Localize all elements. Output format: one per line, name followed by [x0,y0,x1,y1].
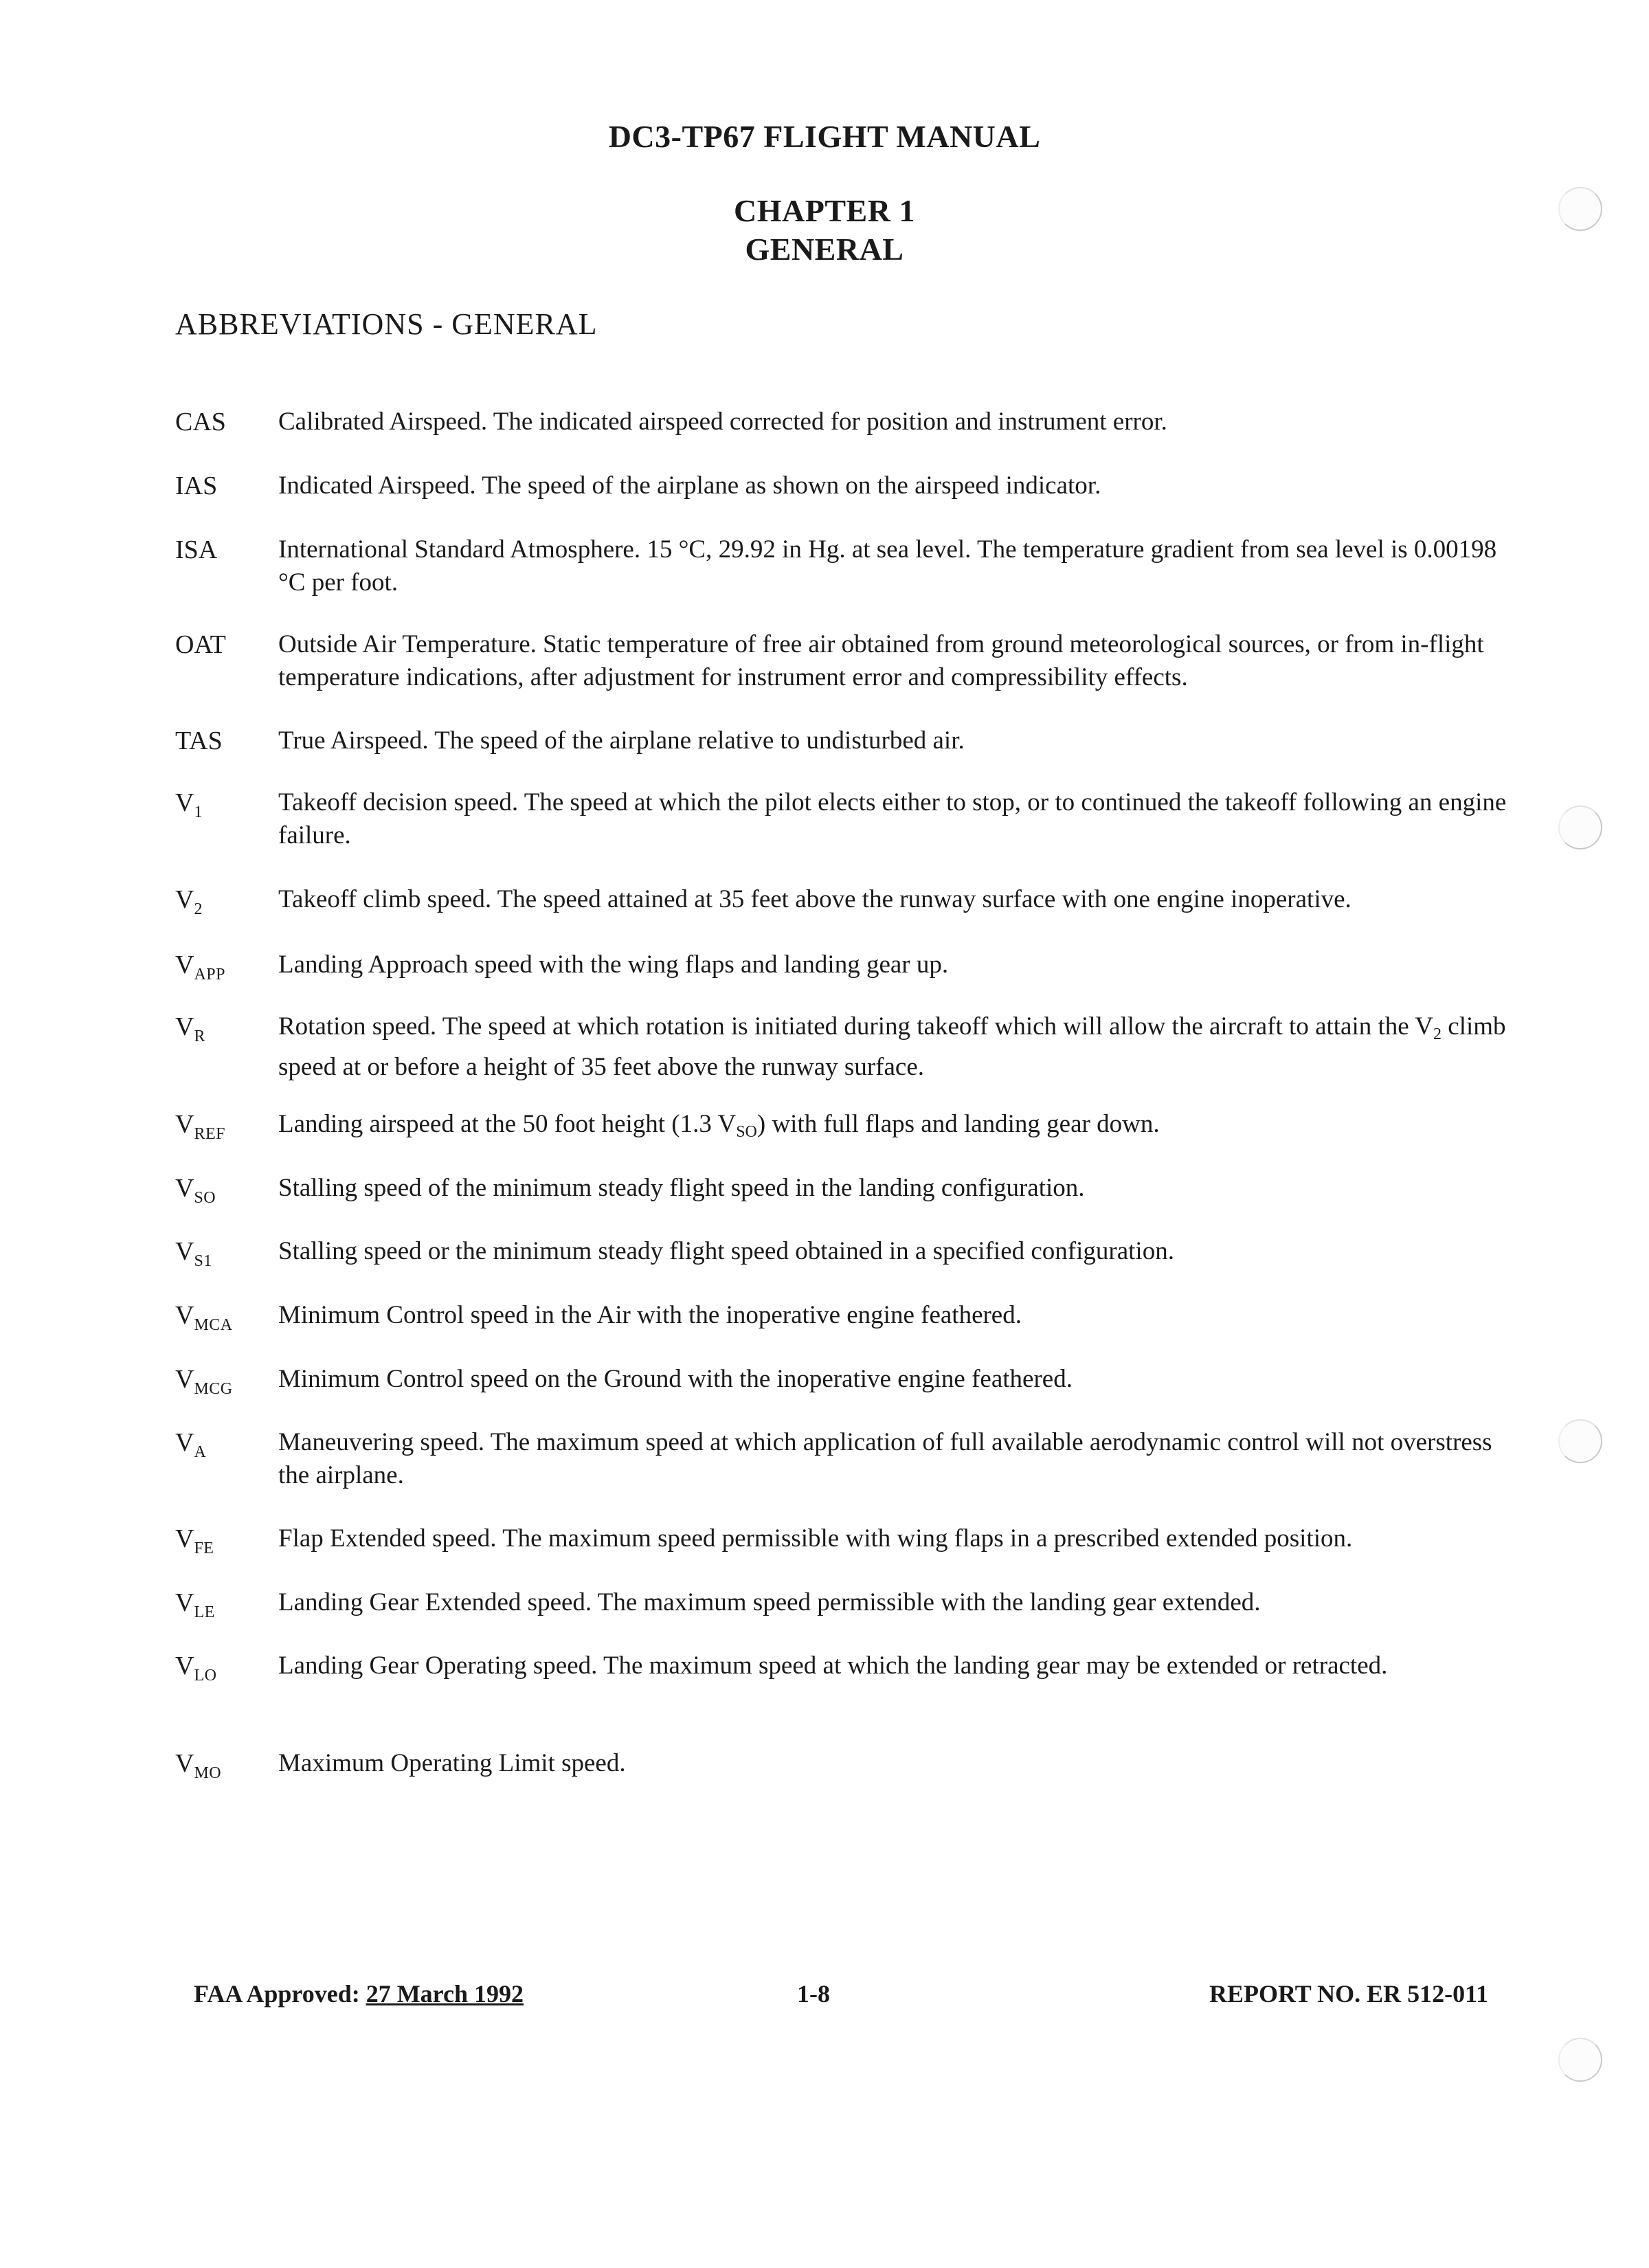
report-number: REPORT NO. ER 512-011 [1209,1980,1489,2008]
abbreviation: $V_{FE}$ [175,1524,214,1557]
definition: Maximum Operating Limit speed. [278,1749,626,1777]
binder-hole [1558,187,1602,231]
abbreviation: OAT [175,630,226,659]
definition: True Airspeed. The speed of the airplane relative to undisturbed air. [278,726,965,755]
abbreviation: $V_{LE}$ [175,1588,215,1621]
chapter-title: GENERAL [745,232,904,267]
abbreviation: $V_{LO}$ [175,1652,217,1685]
definition: Minimum Control speed on the Ground with the inoperative engine feathered. [278,1365,1073,1393]
binder-hole [1558,1419,1602,1463]
document-title: DC3-TP67 FLIGHT MANUAL [608,119,1041,154]
footer-approval [194,1979,524,2008]
section-heading: ABBREVIATIONS - GENERAL [175,307,598,341]
abbreviation: $V_R$ [175,1012,205,1045]
abbreviation: $V_{MO}$ [175,1749,222,1782]
binder-hole [1558,2038,1602,2082]
definition: Stalling speed or the minimum steady flight speed obtained in a specified configuration. [278,1237,1174,1265]
chapter-number: CHAPTER 1 [734,193,915,228]
abbreviation: IAS [175,471,218,500]
definition: Stalling speed of the minimum steady flight speed in the landing configuration. [278,1174,1085,1202]
definition: Indicated Airspeed. The speed of the airplane as shown on the airspeed indicator. [278,471,1101,500]
abbreviation: CAS [175,408,226,436]
approval-label: FAA Approved: [194,1980,360,2008]
definition: Outside Air Temperature. Static temperature of free air obtained from ground meteorological sources, or from in-flight temperature indications, after adjustment for instrument error and compressibility effects. [278,630,1484,691]
definition: Rotation speed. The speed at which rotation is initiated during takeoff which will allow the aircraft to attain the $V_2$ climb speed at or before a height of 35 feet above the runway surface. [278,1012,1506,1081]
abbreviation: $V_2$ [175,885,203,918]
abbreviation: $V_A$ [175,1428,207,1461]
abbreviation: $V_{APP}$ [175,950,225,983]
definition: Landing airspeed at the 50 foot height (1.3 $V_{SO}$) with full flaps and landing gear down. [278,1110,1160,1141]
approval-date: 27 March 1992 [366,1980,524,2008]
abbreviation: $V_{REF}$ [175,1110,225,1143]
definition: Landing Gear Extended speed. The maximum speed permissible with the landing gear extended. [278,1588,1261,1616]
abbreviation: $V_1$ [175,788,203,821]
page-number: 1-8 [797,1980,830,2008]
abbreviation: ISA [175,535,218,564]
definition: Flap Extended speed. The maximum speed permissible with wing flaps in a prescribed extended position. [278,1524,1353,1553]
definition: Calibrated Airspeed. The indicated airspeed corrected for position and instrument error. [278,408,1167,436]
definition: Takeoff decision speed. The speed at which the pilot elects either to stop, or to continued the takeoff following an engine failure. [278,788,1507,849]
abbreviation: $V_{MCA}$ [175,1301,233,1334]
definition: Takeoff climb speed. The speed attained at 35 feet above the runway surface with one engine inoperative. [278,885,1351,913]
definition: Landing Approach speed with the wing flaps and landing gear up. [278,950,949,979]
abbreviation: $V_{MCG}$ [175,1365,233,1398]
binder-hole [1558,805,1602,849]
abbreviation: $V_{SO}$ [175,1174,216,1207]
abbreviation: $V_{S1}$ [175,1237,212,1270]
definition: Landing Gear Operating speed. The maximum speed at which the landing gear may be extended or retracted. [278,1652,1388,1680]
definition: International Standard Atmosphere. 15 °C, 29.92 in Hg. at sea level. The temperature gradient from sea level is 0.00198 °C per foot. [278,535,1497,597]
abbreviation: TAS [175,726,223,755]
definition: Maneuvering speed. The maximum speed at which application of full available aerodynamic control will not overstress the airplane. [278,1428,1492,1489]
definition: Minimum Control speed in the Air with the inoperative engine feathered. [278,1301,1022,1329]
